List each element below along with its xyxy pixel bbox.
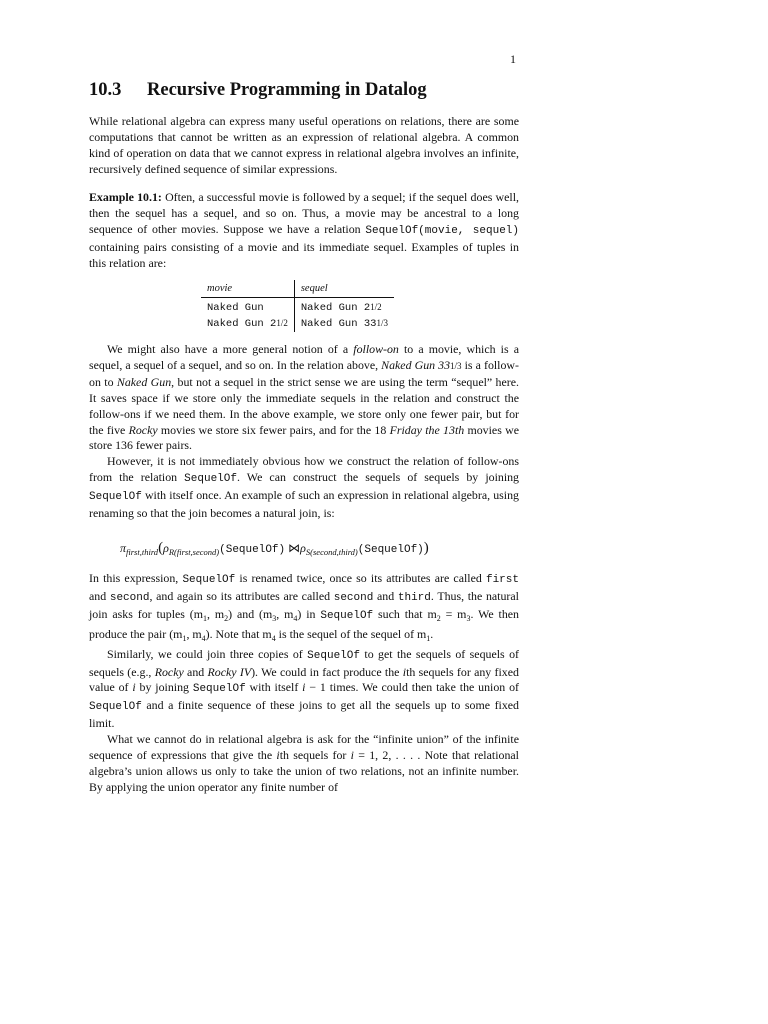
paragraph-follow-on: We might also have a more general notion of a follow-on to a movie, which is a sequel, a sequel of a sequel, and so on. In the relation above, Naked Gun 331/3 is a follow-on to Naked Gun, but not a sequel in the strict sense we are using the term “sequel” here. It saves space if we store only the immediate sequels in the relation and construct the follow-ons if we need them. In the above example, we store only one fewer pair, but for the five Rocky movies we store six fewer pairs, and for the 18 Friday the 13th movies we store 136 fewer pairs. — [89, 342, 520, 453]
intro-paragraph: While relational algebra can express many useful operations on relations, there are some computations that cannot be written as an expression of relational algebra. A common kind of operation on data that we cannot express in relational algebra involves an infinite, recursively defined sequence of similar expressions. — [89, 114, 519, 176]
page-number: 1 — [510, 52, 516, 66]
table-cell: Naked Gun — [201, 298, 294, 317]
table-row — [201, 316, 394, 332]
table-cell: Naked Gun 21/2 — [294, 298, 394, 317]
section-number: 10.3 — [89, 80, 122, 100]
example-label: Example 10.1: — [89, 190, 162, 204]
table-cell: Naked Gun 331/3 — [300, 318, 388, 330]
relation-code: SequelOf(movie, sequel) — [365, 224, 519, 237]
section-title: Recursive Programming in Datalog — [147, 80, 427, 100]
column-header-sequel: sequel — [294, 280, 394, 298]
relational-algebra-formula: $\pi_{first,third}(\rho_{R(first,second)}(SequelOf)$ $⋈\rho_{S(second,third)}(SequelOf)$) — [120, 540, 429, 557]
follow-on-paragraphs — [89, 342, 519, 522]
section-heading — [89, 80, 427, 101]
table-header-row — [201, 280, 394, 298]
closing-paragraphs — [89, 571, 519, 796]
table-row — [201, 298, 394, 317]
sequel-table — [201, 280, 394, 332]
paragraph-infinite-union: What we cannot do in relational algebra is ask for the “infinite union” of the infinite sequence of expressions that give the ith sequels for i = 1, 2, . . . . Note that relational algebra’s union allows us only to take the union of two relations, not an infinite number. By applying the union operator any finite number of — [89, 732, 519, 794]
paragraph-similarly: Similarly, we could join three copies of SequelOf to get the sequels of sequels of sequels (e.g., Rocky and Rocky IV). We could in fact produce the ith sequels for any fixed value of i by joining SequelOf with itself i − 1 times. We could then take the union of SequelOf and a finite sequence of these joins to get all the sequels up to some fixed limit. — [89, 646, 519, 731]
paragraph-expression: In this expression, SequelOf is renamed twice, once so its attributes are called first and second, and again so its attributes are called second and third. Thus, the natural join asks for tuples ($m_1$, $m_2$) and ($m_3$, $m_4$) in SequelOf such that $m_2 = m_3$. We then produce the pair ($m_1$, $m_4$). Note that $m_4$ is the sequel of the sequel of $m_1$. — [89, 571, 519, 643]
example-paragraph: Example 10.1: Often, a successful movie is followed by a sequel; if the sequel does well, then the sequel has a sequel, and so on. Thus, a movie may be ancestral to a long sequence of other movies. Suppose we have a relation SequelOf(movie, sequel) containing pairs consisting of a movie and its immediate sequel. Examples of tuples in this relation are: — [89, 190, 519, 270]
paragraph-however: However, it is not immediately obvious how we construct the relation of follow-ons from the relation SequelOf. We can construct the sequels of sequels by joining SequelOf with itself once. An example of such an expression in relational algebra, using renaming so that the join becomes a natural join, is: — [89, 454, 520, 521]
column-header-movie: movie — [201, 280, 294, 298]
table-cell: Naked Gun 21/2 — [201, 316, 294, 332]
